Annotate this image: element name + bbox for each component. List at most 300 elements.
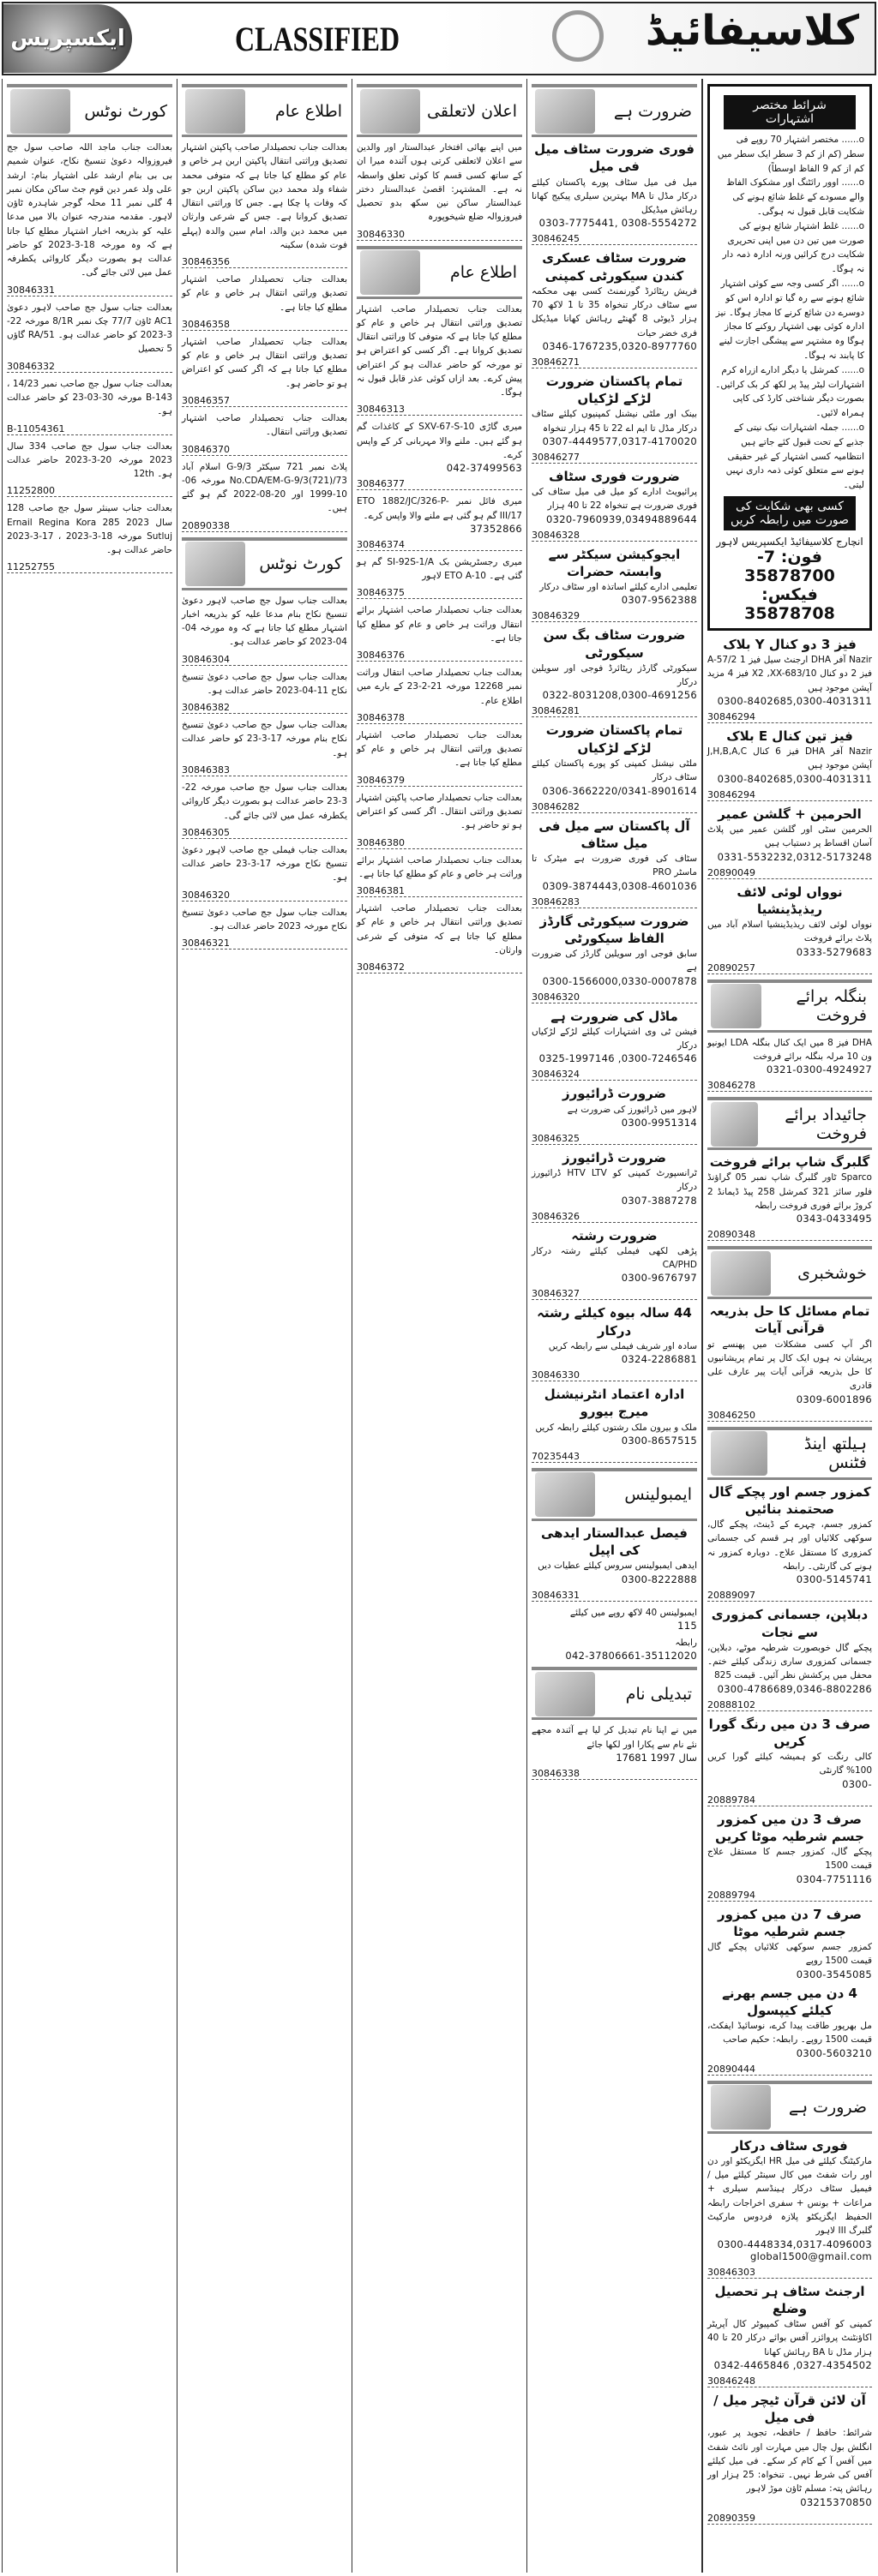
ad-title: فیصل عبدالستار ایدھی کی اپیل [540,1525,689,1559]
classified-ad [707,1303,872,1422]
ad-reference-number: 30846375 [357,587,522,599]
ad-body: بعدالت جناب سول جج صاحب 334 سال 2023 مورخہ 20-3-2023 حاضر عدالت ہو۔ 12th [7,440,172,480]
ad-phone: 17681 سال 1997 [616,1751,697,1764]
classified-ad [707,1716,872,1806]
ad-body: مارکیٹنگ کیلئے فی میل HR ایگزیکٹو اور دن اور رات شفٹ میں کال سینٹر کیلئے میل / فیمیل سٹاف درکار ہینڈسم سیلری + مراعات + بونس + سفری اخراجات رابطہ الحفیظ ایگزیکٹو پلازہ فردوس مارکیٹ گلبرگ III لاہور [707,2155,872,2237]
ad-body: بعدالت جناب تحصیلدار صاحب اشتہار تصدیق وراثتی انتقال ہر خاص و عام کو مطلع کیا جاتا ہے کہ اگر کسی کو اعتراض ہو تو حاضر ہو۔ [182,336,347,389]
masthead [2,2,876,75]
classified-ad [707,2392,872,2525]
classified-ad [357,303,522,416]
classified-ad [182,411,347,456]
classified-column [352,79,526,2573]
ad-phone: 0346-1767235,0320-8977760 [542,339,697,352]
ad-title: ضرورت ڈرائیورز [562,1149,666,1165]
ad-phone: 0300-9951314 [621,1116,697,1129]
ad-reference-number: 30846303 [707,2267,872,2279]
ad-phone: 0309-6001896 [796,1393,872,1405]
rule-item: o...... کمرشل یا دیگر ادارے ازراہ کرم اشتہارات لیٹر پیڈ پر لکھ کر بک کرائیں۔ بصورت دیگر شناختی کارڈ کی کاپی ہمراہ لائیں۔ [715,364,864,419]
ad-title: فوری ضرورت سٹاف میل فی میل [534,141,695,175]
ad-body: بعدالت جناب تحصیلدار صاحب اشتہار تصدیق وراثتی انتقال ہر خاص و عام کو مطلع کیا جاتا ہے کہ متوفی کے شرعی وارثان۔ [357,903,522,956]
section-illustration-icon [711,984,761,1028]
classified-ad [182,335,347,407]
classified-ad [707,1153,872,1241]
ad-reference-number: 30846277 [532,452,697,464]
ad-reference-number: 30846330 [357,229,522,241]
ad-reference-number: 20888102 [707,1699,872,1711]
ad-body: Nazir آفر DHA فیز 6 کنال J,H,B,A,C آپشن موجود ہیں [707,746,873,771]
classified-ad [357,902,522,973]
classified-ad [7,440,172,498]
ad-title: ضرورت رشتہ [571,1227,658,1243]
ad-phone: 37352866 [470,522,522,535]
ad-phone: 0306-3662220/0341-8901614 [542,784,697,797]
ad-phone: 042-37499563 [446,462,522,475]
ad-body: بعدالت جناب تحصیلدار صاحب اشتہار تصدیق وراثتی انتقال ہر خاص و عام کو مطلع کیا جاتا ہے۔ [357,729,522,769]
ad-reference-number: 20890049 [707,867,872,879]
section-header [532,1468,697,1521]
classified-ad [532,249,697,368]
ad-phone: 0342-4465846 ,0327-4354502 [713,2358,872,2371]
classified-ad [532,913,697,1003]
classified-ad [7,141,172,297]
ad-title: الحرمین + گلشن عمیر [718,806,862,822]
classified-ad [532,1723,697,1780]
section-title: ایمبولینس [624,1485,692,1505]
classified-column [177,79,352,2573]
ad-body: پچکے گال، کمزور جسم کا مستقل علاج قیمت 1500 [707,1847,872,1872]
ad-title: کمزور جسم اور پچکے گال صحتمند بنائیں [708,1483,871,1517]
ad-reference-number: 30846283 [532,896,697,908]
classified-ad [7,301,172,373]
section-title: کورٹ نوٹس [84,101,167,121]
ad-reference-number: 30846329 [532,610,697,622]
ad-body: میری رجسٹریشن بک SI-92S-1/A گم ہو گئی ہے۔ ETO A-10 لاہور [357,556,522,582]
section-illustration-icon [711,1431,767,1476]
ad-reference-number: 30846305 [182,827,347,839]
ad-phone: 0300-8402685,0300-4031311 [717,772,872,785]
ad-body: نوواں لوئی لائف ریذیڈینشیا اسلام آباد میں پلاٹ برائے فروخت [707,920,872,944]
ad-body: کمپنی کو آفس سٹاف کمپیوٹر کال آپریٹر اکاؤنٹنٹ پروائزر آفس بوائے درکار 20 تا 40 ہزار مڈل تا BA رہائش کھانا [707,2319,872,2357]
section-illustration-icon [535,89,595,134]
ad-body: فیشن ٹی وی اشتہارات کیلئے لڑکے لڑکیاں درکار [532,1026,697,1051]
rule-item: o...... جملہ اشتہارات نیک نیتی کے جذبے کے تحت قبول کئے جاتے ہیں انتظامیہ کسی اشتہار کے غیر حقیقی ہونے سے متعلق کوئی ذمہ داری نہیں لیتی۔ [725,422,864,491]
classified-ad [7,501,172,573]
ad-phone: 0300-9676797 [621,1272,697,1285]
classified-ad [182,273,347,331]
ad-title: فیز تین کنال E بلاک [726,728,853,744]
ad-title: ماڈل کی ضرورت ہے [550,1008,678,1024]
classified-ad [707,636,872,723]
ad-phone: 0307-9562388 [621,594,697,607]
ad-body: ایمبولینس 40 لاکھ روپے میں کیلئے [569,1607,697,1618]
ad-title: دبلاپن، جسمانی کمزوری سے نجات [711,1607,869,1640]
ad-reference-number: 30846338 [532,1768,697,1780]
classified-ad [532,1008,697,1081]
ad-phone: 0321-0300-4924927 [766,1063,872,1076]
rules-heading: شرائط مختصر اشتہارات [724,95,856,129]
ad-phone: 0331-5532232,0312-5173248 [717,850,872,863]
classified-ad [707,1483,872,1603]
ad-phone: 0300-8402685,0300-4031311 [717,694,872,707]
fax-number: فیکس: 35878708 [744,584,835,623]
section-illustration-icon [360,250,420,295]
section-illustration-icon [535,1672,595,1716]
classified-ad [182,141,347,268]
ad-phone: 0300-3545085 [796,1968,872,1980]
ad-body: میری فائل نمبر ETO 1882/JC/326-P-III/17 گم ہو گئی ہے ملنے والا واپس کرے۔ [357,496,522,521]
ad-body: بعدالت جناب سول جج صاحب مورخہ 22-3-23 حاضر عدالت ہو بصورت دیگر کاروائی یکطرفہ عمل میں لائی جائے گی۔ [182,782,347,821]
ad-reference-number: 20890444 [707,2064,872,2076]
title-urdu: کلاسیفائیڈ [645,7,859,55]
magnifier-icon [552,10,604,62]
ad-body: DHA فیز 8 میں ایک کنال بنگلہ LDA ایونیو ون 10 مرلہ بنگلہ برائے فروخت [707,1037,872,1062]
classified-ad [707,884,872,974]
rule-item: o...... غلط اشتہار شائع ہونے کی صورت میں تین دن میں اپنی تحریری شکایت درج کرائیں ورنہ ادارہ ذمہ دار نہ ہوگا۔ [722,220,864,275]
ad-reference-number: 20889794 [707,1890,872,1902]
ad-body: بعدالت جناب تحصیلدار صاحب اشتہار تصدیق وراثتی انتقال ہر خاص و عام کو مطلع کیا جاتا ہے۔ [182,274,347,313]
ad-title: ضرورت سیکورٹی گارڈز الفاظ سیکورٹی [539,913,689,946]
ad-reference-number: 30846356 [182,256,347,268]
ad-body: بعدالت جناب سول جج صاحب دعویٰ تنسیخ نکاح بنام مورخہ 17-3-23 کو حاضر عدالت ہو۔ [182,720,347,758]
section-header [532,84,697,137]
ad-rules-box [707,84,872,631]
ad-title: آن لائن قرآن ٹیچر میل / فی میل [713,2392,866,2426]
ad-reference-number: 30846294 [707,711,872,723]
section-illustration-icon [360,89,420,134]
ad-reference-number: 30846374 [357,539,522,551]
ad-body: کالی رنگت کو ہمیشہ کیلئے گورا کریں 100% گارنٹی [707,1752,872,1776]
ad-body: ملٹی نیشنل کمپنی کو پورے پاکستان کیلئے سٹاف درکار [532,758,697,783]
ad-reference-number: 30846372 [357,962,522,973]
classified-ad [532,1304,697,1381]
logo-text: ایکسپریس [10,26,125,51]
classified-ad [357,420,522,490]
ad-title: تمام پاکستان ضرورت لڑکے لڑکیاں [545,373,683,407]
section-title: ہیلتھ اینڈ فٹنس [803,1435,867,1473]
ad-reference-number: 30846382 [182,702,347,714]
ad-reference-number: 30846378 [357,712,522,724]
ad-title: ایجوکیشن سیکٹر سے وابستہ حضرات [548,546,681,579]
ad-body: میل فی میل سٹاف پورے پاکستان کیلئے درکار مڈل تا MA بہترین سیلری پیکیج کھانا رہائش میڈیکل [532,177,697,216]
ad-reference-number: 20890359 [707,2513,872,2525]
ad-phone: 03215370850 [800,2495,872,2508]
ad-phone: 0300-5145741 [796,1573,872,1586]
ad-body: بعدالت جناب ماجد اللہ صاحب سول جج فیروزوالہ دعویٰ تنسیخ نکاح، عنوان شمیم بی بی بنام ارشد علی اشتہار بنام: ارشد علی ولد عمر دین قوم جٹ ساکن مکان نمبر 4 گلی نمبر 11 محلہ گوجر شاہدرہ ٹاؤن لاہور۔ مقدمہ مندرجہ عنوان بالا میں مدعا علیہ کو بذریعہ اخبار اشتہار مطلع کیا جاتا ہے کہ وہ مورخہ 18-3-2023 کو حاضر عدالت ہو بصورت دیگر کاروائی یکطرفہ عمل میں لائی جائے گی۔ [7,142,173,279]
ad-phone: 0300-1566000,0330-0007878 [542,974,697,987]
ad-title: صرف 7 دن میں کمزور جسم شرطیہ موٹا [717,1906,863,1939]
classified-ad [532,1525,697,1602]
classified-ad [182,781,347,839]
ad-reference-number: 30846328 [532,530,697,542]
classified-ad [707,1606,872,1710]
section-illustration-icon [711,2085,771,2130]
ad-title: فوری سٹاف درکار [731,2137,848,2154]
ad-title: ادارہ اعتماد انٹرنیشنل میرج بیورو [544,1387,685,1420]
section-illustration-icon [185,89,245,134]
ad-reference-number: 70235443 [532,1451,697,1463]
phone-number: فون: 7-35878700 [744,547,835,585]
classified-ad [532,546,697,623]
classified-ad [182,670,347,715]
ad-body: مل بھرپور طاقت پیدا کرے، نوسائیڈ ایفکٹ، قیمت 1500 روپے۔ رابطہ: حکیم صاحب [707,2021,872,2046]
ad-body: بعدالت جناب تحصیلدار صاحب اشتہار تصدیق وراثتی انتقال ہر خاص و عام کو مطلع کیا جاتا ہے کہ متوفی کا وراثتی انتقال تصدیق کروانا ہے۔ اگر کسی کو اعتراض ہو تو مورخہ کو حاضر عدالت ہو کر اعتراض پیش کرے۔ بعد ازاں کوئی عذر قابل قبول نہ ہوگا۔ [357,303,522,398]
rule-item: o...... مختصر اشتہار 70 روپے فی سطر (کم از کم 3 سطر ایک سطر میں کم از کم 9 الفاظ اوسطاً) [717,135,864,174]
ad-title: ضرورت سٹاف عسکری کندن سیکورٹی کمپنی [542,250,687,284]
section-illustration-icon [711,1102,758,1147]
section-header [182,84,347,137]
ad-body: میری گاڑی SXV-67-S-10 کے کاغذات گم ہو گئے ہیں۔ ملنے والا مہربانی کر کے واپس کرے۔ [357,422,523,460]
classified-ad [707,806,872,879]
ad-title: صرف 3 دن میں رنگ گورا کریں [708,1716,871,1749]
section-illustration-icon [711,1251,771,1296]
classified-ad [357,555,522,600]
ad-body: سٹاف کی فوری ضرورت ہے میٹرک تا ماسٹر PRO [532,854,697,878]
section-title: بنگلہ برائے فروخت [796,987,867,1026]
section-header [707,979,872,1033]
ad-phone: 0343-0433495 [796,1213,872,1225]
ad-phone: 0300- [842,1777,872,1790]
ad-reference-number: 20890338 [182,520,347,532]
section-title: اطلاع عام [449,263,517,283]
section-title: کورٹ نوٹس [259,554,342,574]
rule-item: o...... اوور رائٹنگ اور مشکوک الفاظ والے مسودے کے غلط شائع ہونے کی شکایت قابل قبول نہ ہوگی۔ [726,177,864,217]
section-header [707,2081,872,2134]
ad-body: بعدالت جناب تحصیلدار صاحب پاکپتن اشتہار تصدیق وراثتی انتقال۔ اگر کسی کو اعتراض ہو تو حاضر ہو۔ [357,792,522,831]
classified-ad [532,722,697,812]
ad-phone: 042-37806661-35112020 [565,1650,697,1662]
ad-reference-number: 30846324 [532,1069,697,1081]
ad-reference-number: 30846377 [357,478,522,490]
ad-reference-number: 30846282 [532,801,697,813]
contact-heading: کسی بھی شکایت کی صورت میں رابطہ کریں [724,496,856,530]
ad-reference-number: 11252755 [7,561,172,573]
section-title: ضرورت ہے [788,2098,867,2118]
ad-body: ایدھی ایمبولینس سروس کیلئے عطیات دیں [538,1561,697,1572]
ad-body: بعدالت جناب سول جج صاحب لاہور دعویٰ AC1 ٹاؤن 77/7 چک نمبر 8/1R مورخہ 22-3-2023 کو حاضر عدالت ہو۔ 51/RA گاؤں 5 تحصیل [7,302,172,355]
ad-title: تمام مسائل کا حل بذریعہ قرآنی آیات [709,1303,870,1337]
classified-ad [532,1085,697,1145]
ad-reference-number: 30846281 [532,705,697,717]
classified-ad [357,791,522,849]
ad-title: فیز 3 دو کنال Y بلاک [723,636,857,652]
ad-body: میں نے اپنا نام تبدیل کر لیا ہے آئندہ مجھے نئے نام سے پکارا اور لکھا جائے [532,1725,697,1750]
classified-ad [357,603,522,662]
classified-columns [2,79,876,2573]
ad-reference-number: 30846248 [707,2375,872,2387]
rule-item: o...... اگر کسی وجہ سے کوئی اشتہار شائع ہونے سے رہ گیا تو ادارہ اس کو دوسرے دن شائع کرنے کا مجاز ہوگا۔ نیز ادارہ کوئی بھی اشتہار روکنے کا مجاز ہوگا وہ مشتہر سے پیشگی اجازت لینے کا پابند نہ ہوگا۔ [715,278,864,361]
ad-body: پلاٹ نمبر 721 سیکٹر G-9/3 اسلام آباد No.CDA/EM-G-9/3(721)/73 مورخہ 06-10-1999 اور 20-08-2022 گم ہو گئے ہیں۔ [182,461,348,514]
section-header [707,1097,872,1150]
ad-body: پڑھی لکھی فیملی کیلئے رشتہ درکار CA/PHD [532,1245,697,1271]
classified-column [526,79,701,2573]
classified-ad [357,141,522,241]
classified-ad [532,818,697,908]
express-logo [3,4,132,73]
section-illustration-icon [10,89,70,134]
ad-phone: 0307-3887278 [621,1194,697,1207]
ad-phone: 0300-4786689,0346-8802286 [717,1682,872,1695]
ad-body: پچکے گال خوبصورت شرطیہ موٹے، دبلاپن، جسمانی کمزوری ساری زندگی کیلئے ختم۔ محفل میں پرکشش نظر آئیں۔ قیمت 825 [707,1642,872,1681]
ad-body: بعدالت جناب سول جج صاحب دعویٰ تنسیخ نکاح 11-04-2023 حاضر عدالت ہو۔ [182,671,347,696]
section-illustration-icon [185,542,245,586]
ad-body: سیکورٹی گارڈز ریٹائرڈ فوجی اور سویلین درکار [532,662,697,688]
ad-reference-number: 30846321 [182,938,347,950]
ad-reference-number: 30846304 [182,654,347,666]
classified-ad [532,1386,697,1463]
classified-ad [532,626,697,717]
ad-phone: 0304-7751116 [796,1872,872,1885]
ad-title: ضرورت ڈرائیورز [562,1086,666,1102]
ad-body: کمزور جسم، چہرے کے ڈینٹ، پچکے گال، سوکھی کلائیاں اور ہر قسم کی جسمانی کمزوری کا مستقل علاج۔ دوبارہ کمزور نہ ہونے کی گارنٹی۔ رابطہ [707,1519,872,1572]
ad-title: 4 دن میں جسم بھرنے کیلئے کیپسول [722,1985,857,2018]
ad-body: Nazir آفر DHA ارجنٹ سیل فیز 1 A-57/2 فیز 2 دو کنال 10/X2 ,XX-683 فیز 4 مزید آپشن موجود ہیں [707,655,872,693]
ad-body: سابق فوجی اور سویلین گارڈز کی ضرورت ہے [532,949,697,973]
ad-reference-number: 30846357 [182,395,347,407]
ad-title: آل پاکستان سے میل فی میل سٹاف [538,818,690,851]
ad-phone: 115 [677,1619,697,1632]
ad-reference-number: 30846326 [532,1211,697,1223]
ad-reference-number: 30846327 [532,1288,697,1300]
ad-body: بینک اور ملٹی نیشنل کمپنیوں کیلئے سٹاف درکار مڈل تا ایم اے 22 تا 45 ہزار تنخواہ [532,409,697,434]
section-title: اعلان لاتعلقی [427,101,517,121]
classified-ad [182,718,347,776]
classified-ad [707,728,872,801]
ad-reference-number: 30846325 [532,1133,697,1145]
ad-phone: 0333-5279683 [796,945,872,958]
ad-title: ضرورت فوری سٹاف [549,468,680,484]
ad-body: Sparco ٹاور گلبرگ شاپ نمبر 05 گراؤنڈ فلور سائز 321 کمرشل 258 پیڈ ڈیمانڈ 2 کروڑ برائے فوری فروخت رابطہ [707,1172,872,1211]
classified-ad [707,1811,872,1902]
section-title: خوشخبری [797,1263,867,1283]
ad-reference-number: 30846330 [532,1369,697,1381]
ad-phone: 0322-8031208,0300-4691256 [542,689,697,702]
ad-body: پرائیویٹ ادارے کو میل فی میل سٹاف کی فوری ضرورت ہے تنخواہ 22 تا 40 ہزار [532,487,697,512]
ad-body: بعدالت جناب تحصیلدار صاحب انتقال وراثت نمبر 12268 مورخہ 21-2-23 کے بارے میں اطلاع عام۔ [357,668,523,706]
ad-title: گلبرگ شاپ برائے فروخت [709,1154,870,1171]
ad-reference-number: 20889784 [707,1794,872,1806]
classified-ad [182,906,347,950]
ad-body: بعدالت جناب تحصیلدار صاحب اشتہار برائے انتقال وراثت ہر خاص و عام کو مطلع کیا جاتا ہے۔ [357,605,522,644]
section-header [532,1667,697,1720]
classified-ad [532,1149,697,1223]
section-header [357,246,522,299]
classified-ad [707,1985,872,2076]
classified-ad [532,373,697,464]
ad-body: بعدالت جناب سول جج صاحب نمبر 14/23 ، 143-B مورخہ 30-03-23 کو حاضر عدالت ہو۔ [7,378,172,417]
ad-reference-number: 30846245 [532,233,697,245]
ad-reference-number: 30846320 [182,890,347,902]
ad-body: فریش ریٹائرڈ گورنمنٹ کسی بھی محکمہ سے سٹاف درکار تنخواہ 35 تا 1 لاکھ 70 ہزار ڈیوٹی 8 گھنٹے رہائش کھانا میڈیکل فری خضر حیات [532,285,698,338]
section-header [707,1427,872,1480]
classified-ad [707,2283,872,2387]
ad-reference-number: 30846383 [182,764,347,776]
ad-body: الحرمین سٹی اور گلشن عمیر میں پلاٹ آسان اقساط پر دستیاب ہیں [707,824,872,849]
classified-column [2,79,177,2573]
ad-reference-number: 30846381 [357,885,522,897]
section-title: جائیداد برائے فروخت [785,1105,867,1143]
ad-reference-number: 30846271 [532,356,697,368]
ad-body: لاہور میں ڈرائیورز کی ضرورت ہے [567,1104,697,1115]
ad-body: بعدالت جناب فیملی جج صاحب لاہور دعویٰ تنسیخ نکاح مورخہ 17-3-23 حاضر عدالت ہو۔ [182,844,347,884]
section-title: تبدیلی نام [625,1684,692,1704]
ad-reference-number: 20890257 [707,962,872,974]
ad-reference-number: 30846294 [707,789,872,801]
ad-phone: 0307-4449577,0317-4170020 [542,434,697,447]
classified-ad [532,141,697,245]
section-header [357,84,522,137]
ad-body: بعدالت جناب سول جج صاحب لاہور دعویٰ تنسیخ نکاح بنام مدعا علیہ کو بذریعہ اخبار اشتہار مطلع کیا جاتا ہے کہ وہ مورخہ 04-04-2023 کو حاضر عدالت ہو۔ [182,595,347,648]
classified-ad [532,468,697,542]
ad-reference-number: 30846370 [182,444,347,456]
classified-ad [182,594,347,666]
classified-ad [707,2137,872,2279]
ad-reference-number: B-11054361 [7,423,172,435]
ad-body: کمزور جسم سوکھی کلائیاں پچکے گال قیمت 1500 روپے [707,1942,872,1967]
ad-reference-number: 20889097 [707,1590,872,1602]
ad-body: ملک و بیرون ملک رشتوں کیلئے رابطہ کریں [535,1422,697,1433]
ad-reference-number: 30846278 [707,1080,872,1092]
ad-reference-number: 11252800 [7,485,172,497]
ad-body: میں اپنے بھائی افتخار عبدالستار اور والدین سے اعلان لاتعلقی کرتی ہوں آئندہ میرا ان کے ساتھ کسی قسم کا کوئی تعلق واسطہ نہ ہے۔ المشتہر: اقصیٰ عبدالستار دختر عبدالستار ساکن نین سکھ بدو تحصیل فیروزوالہ ضلع شیخوپورہ [357,142,522,223]
ad-phone: 0320-7960939,03494889644 [546,512,697,525]
ad-reference-number: 30846332 [7,361,172,373]
ad-reference-number: 30846358 [182,319,347,331]
ad-body: بعدالت جناب تحصیلدار صاحب اشتہار برائے وراثت ہر خاص و عام کو مطلع کیا جاتا ہے۔ [357,854,522,879]
classified-column [701,79,876,2573]
ad-phone: 0303-7775441, 0308-5554272 [538,217,697,230]
title-english: CLASSIFIED [235,19,400,58]
ad-title: 44 سالہ بیوہ کیلئے رشتہ درکار [537,1305,692,1339]
ad-phone: 0325-1997146 ,0300-7246546 [538,1052,697,1065]
ad-reference-number: 30846331 [7,285,172,297]
ad-phone: 0300-8657515 [621,1434,697,1447]
incharge-label: انچارج کلاسیفائیڈ ایکسپریس لاہور [716,535,863,548]
ad-body: شرائط: حافظ / حافظہ، تجوید پر عبور، انگلش بول چال میں مہارت اور نائٹ شفٹ میں آفس آ کے کام کر سکے۔ فی میل کیلئے آفس کی شرط نہیں۔ تنخواہ: 25 ہزار اور رہائش پتہ: مسلم ٹاؤن موڑ لاہور [707,2428,872,2495]
ad-phone: 0324-2286881 [621,1353,697,1366]
ad-body: بعدالت جناب تحصیلدار صاحب پاکپتن اشتہار تصدیق وراثتی انتقال پاکپتن اربن ہر خاص و عام کو مطلع کیا جاتا ہے کہ متوفی محمد شفاء ولد محمد دین ساکن پاکپتن اربن جو کہ وفات پا چکا ہے۔ جس کا وراثتی انتقال تصدیق کروانا ہے۔ جس کے شرعی وارثان میں محمد دین والد، امام سین والدہ (پہلے فوت شدہ) سکینہ [182,142,347,250]
section-title: ضرورت ہے [613,101,692,121]
ad-reference-number: 30846250 [707,1410,872,1422]
ad-reference-number: 30846380 [357,837,522,849]
classified-ad [357,854,522,898]
classified-ad [7,377,172,435]
section-header [707,1246,872,1299]
classified-ad [707,1906,872,1980]
ad-body: بعدالت جناب تحصیلدار صاحب اشتہار تصدیق وراثتی انتقال۔ [182,412,347,438]
section-header [182,537,347,590]
ad-title: ارجنٹ سٹاف ہر تحصیل وضلع [714,2283,865,2316]
classified-ad [357,494,522,551]
ad-title: نوواں لوئی لائف ریذیڈینشیا [737,884,843,917]
classified-ad [182,460,347,532]
classified-ad [707,1036,872,1093]
ad-phone: 0300-4448334,0317-4096003 global1500@gmail.com [717,2238,872,2262]
classified-ad [532,1636,697,1662]
ad-reference-number: 30846331 [532,1590,697,1602]
classified-ad [182,843,347,902]
ad-reference-number: 30846379 [357,775,522,787]
classified-ad [357,666,522,724]
ad-body: بعدالت جناب سینئر سول جج صاحب 128 سال 2023 Ernail Regina Kora 285 Sutluj مورخہ 18-3-2023 ، 17-3-2023 حاضر عدالت ہو۔ [7,503,172,556]
ad-reference-number: 30846313 [357,404,522,416]
section-title: اطلاع عام [274,101,342,121]
classified-ad [532,1606,697,1632]
classified-ad [532,1227,697,1301]
ad-title: تمام پاکستان ضرورت لڑکے لڑکیاں [545,722,683,756]
ad-reference-number: 20890348 [707,1229,872,1241]
section-illustration-icon [535,1472,595,1517]
ad-body: ٹرانسپورٹ کمپنی کو HTV LTV ڈرائیورز درکار [532,1168,697,1193]
